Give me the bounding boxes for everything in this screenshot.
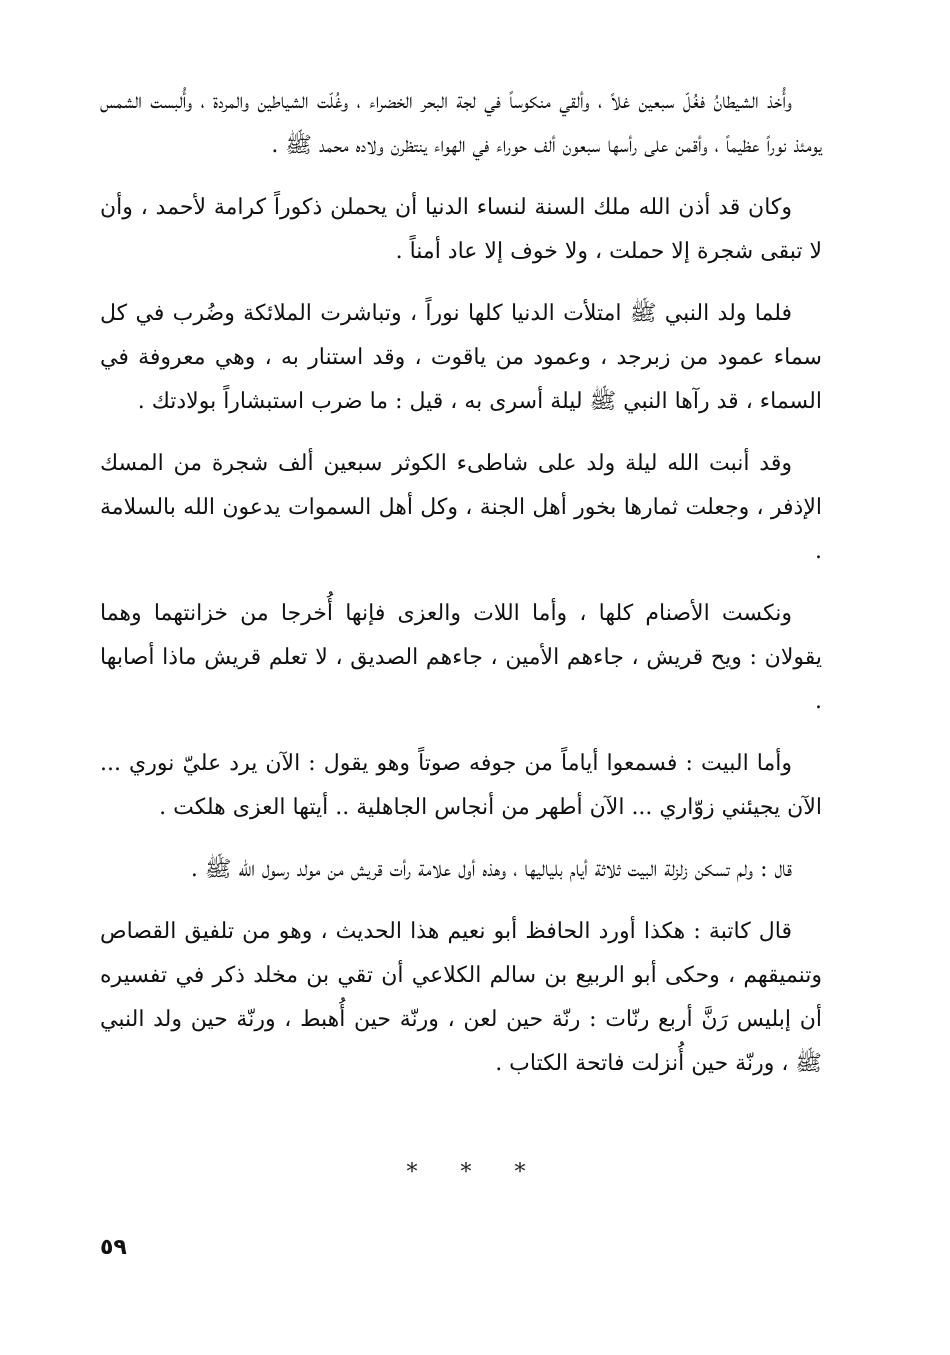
paragraph-5: ونكست الأصنام كلها ، وأما اللات والعزى فإنها أُخرجا من خزانتهما وهما يقولان : ويح قريش ، جاءهم الأمين ، جاءهم الصديق ، لا تعلم قريش ماذا أصابها . — [100, 601, 822, 714]
paragraph-7: قال : ولم تسكن زلزلة البيت ثلاثة أيام بلياليها ، وهذه أول علامة رأت قريش من مولد رسول الله ﷺ . — [190, 857, 792, 882]
page-body — [100, 80, 822, 1104]
page-number: ٥٩ — [100, 1235, 127, 1260]
section-separator: * * * — [406, 1160, 544, 1185]
paragraph-2: وكان قد أذن الله ملك السنة لنساء الدنيا أن يحملن ذكوراً كرامة لأحمد ، وأن لا تبقى شجرة إلا حملت ، ولا خوف إلا عاد أمناً . — [100, 195, 822, 264]
paragraph-6: وأما البيت : فسمعوا أياماً من جوفه صوتاً وهو يقول : الآن يرد عليّ نوري ... الآن يجيئني زوّاري ... الآن أطهر من أنجاس الجاهلية .. أيتها العزى هلكت . — [100, 751, 822, 820]
paragraph-3: فلما ولد النبي ﷺ امتلأت الدنيا كلها نوراً ، وتباشرت الملائكة وضُرب في كل سماء عمود من زبرجد ، وعمود من ياقوت ، وقد استنار به ، وهي معروفة في السماء ، قد رآها النبي ﷺ ليلة أسرى به ، قيل : ما ضرب استبشاراً بولادتك . — [100, 301, 822, 414]
paragraph-4: وقد أنبت الله ليلة ولد على شاطىء الكوثر سبعين ألف شجرة من المسك الإذفر ، وجعلت ثمارها بخور أهل الجنة ، وكل أهل السموات يدعون الله بالسلامة . — [100, 451, 822, 564]
paragraph-1: وأُخذ الشيطانُ فغُلّ سبعين غلاً ، وألقي منكوساً في لجة البحر الخضراء ، وغُلّت الشياطين والمردة ، وأُلبست الشمس يومئذ نوراً عظيماً ، وأقمن على رأسها سبعون ألف حوراء في الهواء ينتظرن ولاده محمد ﷺ . — [100, 89, 822, 158]
paragraph-8: قال كاتبة : هكذا أورد الحافظ أبو نعيم هذا الحديث ، وهو من تلفيق القصاص وتنميقهم ، وحكى أبو الربيع بن سالم الكلاعي أن تقي بن مخلد ذكر في تفسيره أن إبليس رَنَّ أربع رنّات : رنّة حين لعن ، ورنّة حين أُهبط ، ورنّة حين ولد النبي ﷺ ، ورنّة حين أُنزلت فاتحة الكتاب . — [100, 919, 822, 1076]
